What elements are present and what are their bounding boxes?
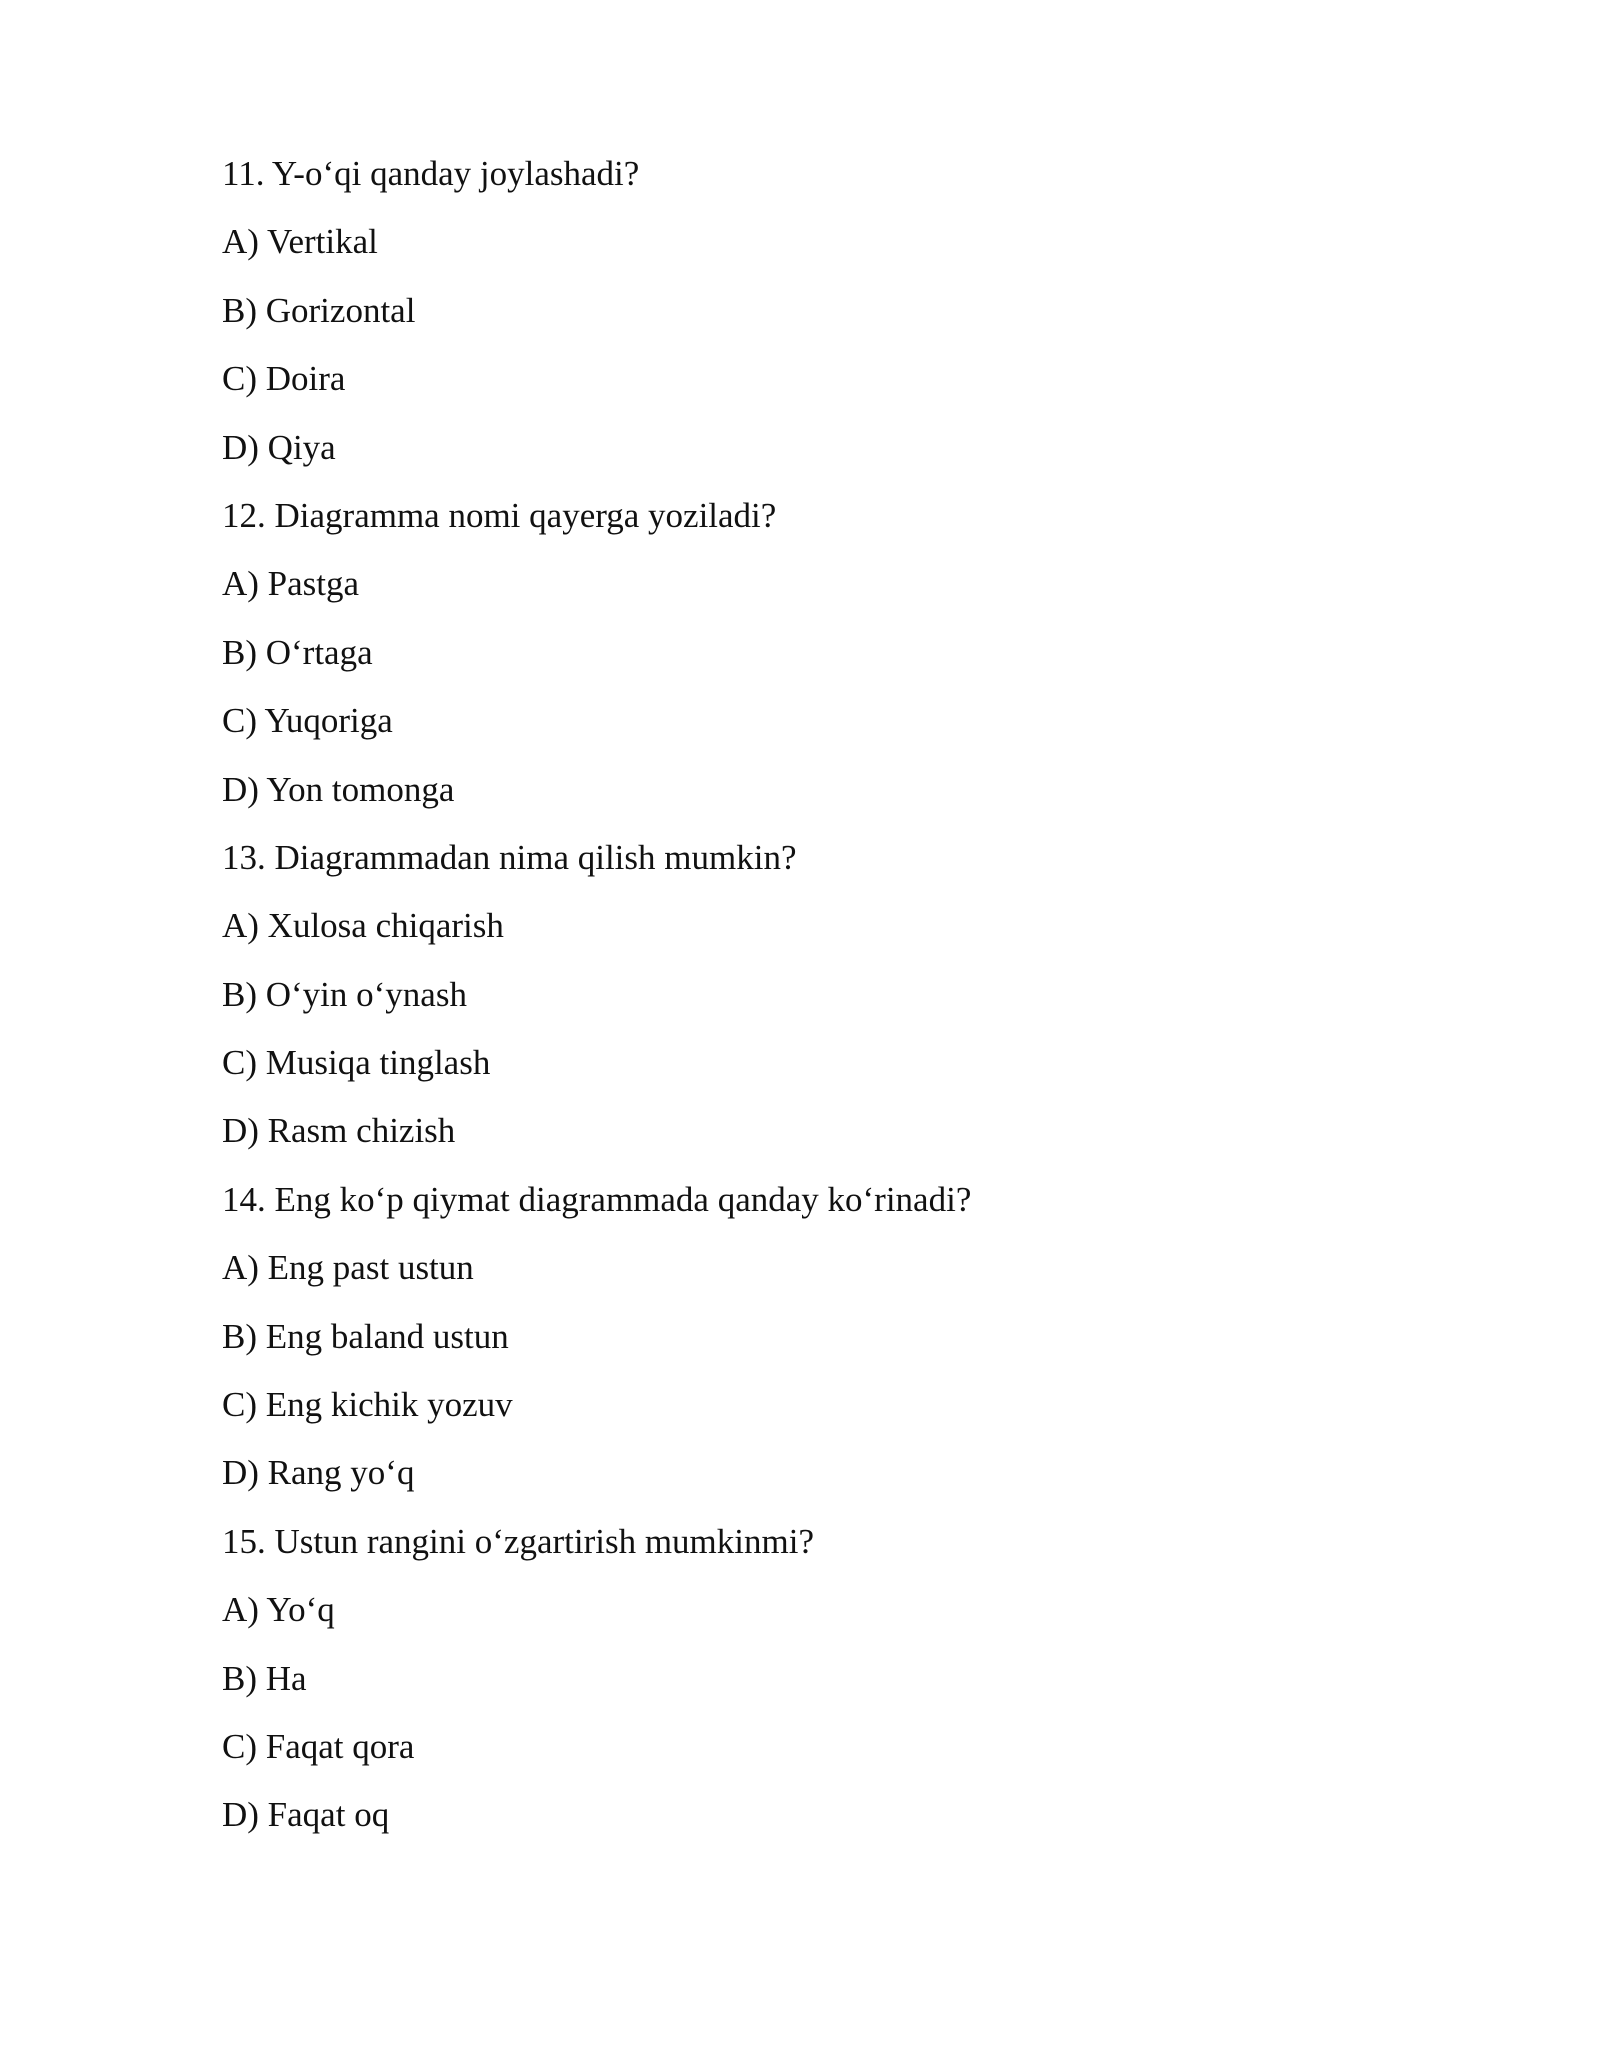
- answer-option-b: B) O‘rtaga: [222, 632, 373, 672]
- answer-option-a: A) Xulosa chiqarish: [222, 906, 504, 946]
- answer-option-c: C) Eng kichik yozuv: [222, 1385, 513, 1425]
- question-text: 12. Diagramma nomi qayerga yoziladi?: [222, 495, 777, 535]
- quiz-content: [222, 140, 1422, 1850]
- question-text: 14. Eng ko‘p qiymat diagrammada qanday ko‘rinadi?: [222, 1179, 972, 1219]
- answer-option-c: C) Musiqa tinglash: [222, 1043, 491, 1083]
- answer-option-d: D) Yon tomonga: [222, 769, 455, 809]
- answer-option-d: D) Faqat oq: [222, 1795, 390, 1835]
- question-block-11: [222, 140, 1422, 482]
- question-text: 11. Y-o‘qi qanday joylashadi?: [222, 154, 640, 193]
- answer-option-b: B) O‘yin o‘ynash: [222, 974, 467, 1014]
- answer-option-a: A) Eng past ustun: [222, 1248, 474, 1288]
- question-block-12: [222, 482, 1422, 824]
- question-block-15: [222, 1508, 1422, 1850]
- question-block-13: [222, 824, 1422, 1166]
- question-block-14: [222, 1166, 1422, 1508]
- answer-option-c: C) Faqat qora: [222, 1726, 415, 1766]
- answer-option-d: D) Rasm chizish: [222, 1111, 456, 1151]
- answer-option-d: D) Qiya: [222, 427, 336, 467]
- question-text: 15. Ustun rangini o‘zgartirish mumkinmi?: [222, 1521, 814, 1561]
- question-text: 13. Diagrammadan nima qilish mumkin?: [222, 837, 797, 877]
- answer-option-c: C) Doira: [222, 359, 346, 399]
- answer-option-b: B) Eng baland ustun: [222, 1316, 509, 1356]
- answer-option-a: A) Vertikal: [222, 222, 378, 262]
- answer-option-b: B) Gorizontal: [222, 290, 416, 330]
- answer-option-d: D) Rang yo‘q: [222, 1453, 415, 1493]
- answer-option-a: A) Yo‘q: [222, 1590, 335, 1630]
- answer-option-c: C) Yuqoriga: [222, 701, 393, 741]
- answer-option-a: A) Pastga: [222, 564, 360, 604]
- answer-option-b: B) Ha: [222, 1658, 307, 1698]
